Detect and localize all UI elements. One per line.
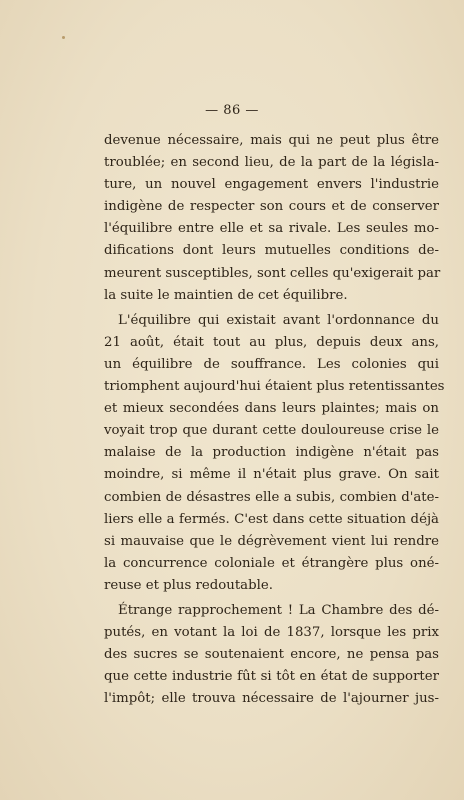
text-line: putés, en votant la loi de 1837, lorsque les prix (104, 625, 439, 641)
paper-speck (62, 36, 65, 39)
paragraph-2 (104, 310, 445, 597)
text-line: et mieux secondées dans leurs plaintes; mais on (104, 401, 439, 417)
text-line: difications dont leurs mutuelles conditions de- (104, 243, 439, 259)
text-line: 21 août, était tout au plus, depuis deux ans, (104, 334, 439, 350)
text-line: troublée; en second lieu, de la part de la législa- (104, 155, 439, 171)
text-line: l'équilibre entre elle et sa rivale. Les seules mo- (104, 221, 439, 237)
text-line: moindre, si même il n'était plus grave. On sait (104, 467, 439, 483)
text-line: si mauvaise que le dégrèvement vient lui rendre (104, 533, 439, 549)
paragraph-3 (104, 600, 439, 710)
text-line: liers elle a fermés. C'est dans cette situation déjà (104, 511, 439, 527)
text-line: ture, un nouvel engagement envers l'industrie (104, 177, 439, 193)
text-line: un équilibre de souffrance. Les colonies qui (104, 356, 439, 372)
paragraph-1 (104, 130, 439, 307)
text-line: L'équilibre qui existait avant l'ordonnance du (118, 312, 439, 328)
text-line: meurent susceptibles, sont celles qu'exigerait par (104, 265, 441, 281)
text-line: reuse et plus redoutable. (104, 577, 273, 593)
text-line: voyait trop que durant cette douloureuse crise le (104, 423, 439, 439)
body-text (104, 130, 445, 713)
text-line: combien de désastres elle a subis, combien d'ate- (104, 489, 439, 505)
text-line: triomphent aujourd'hui étaient plus retentissantes (104, 379, 445, 395)
text-line: la suite le maintien de cet équilibre. (104, 287, 348, 303)
text-line: devenue nécessaire, mais qui ne peut plus être (104, 133, 439, 148)
text-line: Étrange rapprochement ! La Chambre des dé- (118, 602, 439, 618)
text-line: que cette industrie fût si tôt en état de supporter (104, 669, 439, 685)
text-line: malaise de la production indigène n'était pas (104, 445, 439, 461)
text-line: des sucres se soutenaient encore, ne pensa pas (104, 647, 439, 663)
text-line: la concurrence coloniale et étrangère plus oné- (104, 555, 439, 571)
text-line: indigène de respecter son cours et de conserver (104, 199, 439, 215)
text-line: l'impôt; elle trouva nécessaire de l'ajourner jus- (104, 691, 439, 707)
page-number: — 86 — (205, 103, 259, 118)
